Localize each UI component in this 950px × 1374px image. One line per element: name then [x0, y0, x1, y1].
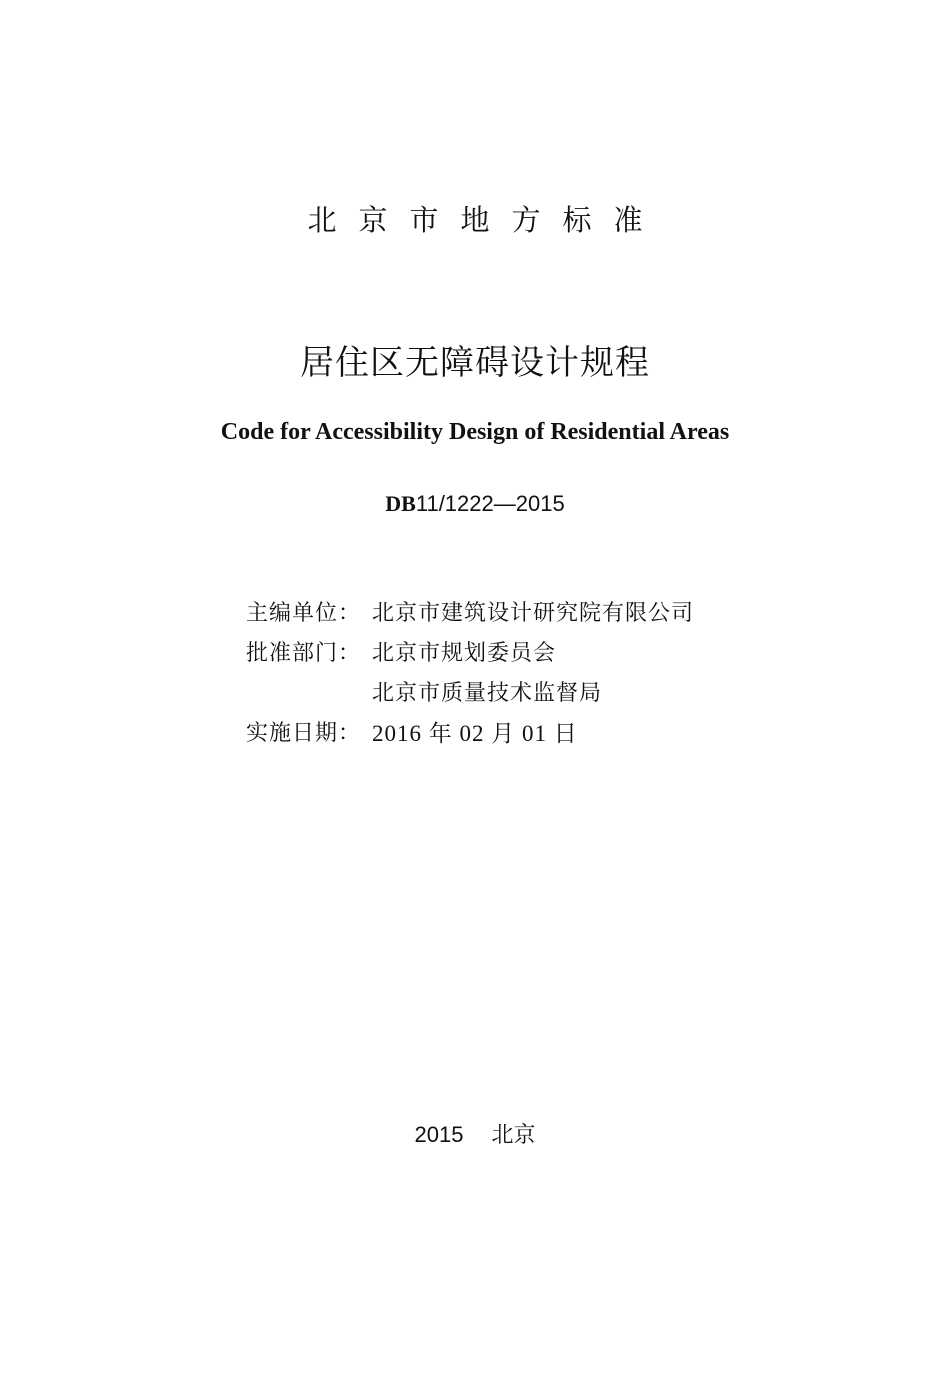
chief-editor-label: 主编单位：: [246, 601, 362, 626]
approval-value-1: 北京市规划委员会: [372, 641, 557, 666]
approval-value-2: 北京市质量技术监督局: [372, 681, 603, 706]
approval-label: 批准部门：: [246, 641, 362, 666]
standard-code-number: 11/1222—2015: [415, 491, 565, 516]
approval-row-2: [246, 674, 694, 714]
standard-code: [0, 488, 950, 521]
approval-label-spacer: [246, 674, 372, 714]
chief-editor-value: 北京市建筑设计研究院有限公司: [372, 601, 695, 626]
standard-code-prefix: DB: [385, 491, 416, 516]
publication-footer: [0, 1118, 950, 1153]
document-title-english: Code for Accessibility Design of Residential Areas: [220, 419, 730, 445]
effective-date-row: [246, 714, 694, 754]
chief-editor-row: [246, 594, 694, 634]
document-title-chinese: 居住区无障碍设计规程: [300, 343, 650, 383]
publication-year: 2015: [414, 1122, 464, 1147]
publication-place: 北京: [491, 1123, 536, 1148]
publication-info: [246, 594, 694, 754]
standard-type-heading: 北京市地方标准: [307, 203, 665, 237]
effective-date-value: 2016 年 02 月 01 日: [372, 721, 578, 746]
approval-row: [246, 634, 694, 674]
effective-date-label: 实施日期：: [246, 721, 362, 746]
